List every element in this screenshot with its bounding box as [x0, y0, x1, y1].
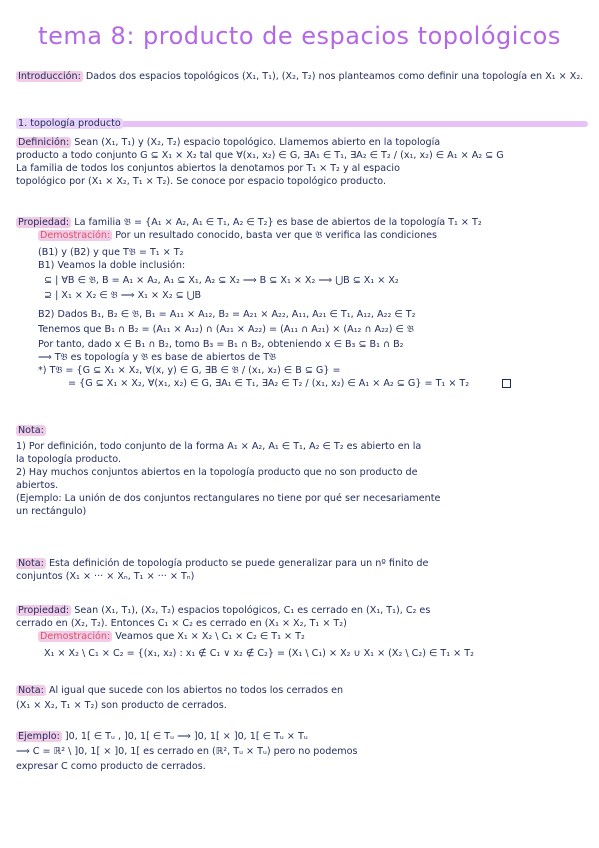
propiedad1-line-10: = {G ⊆ X₁ × X₂, ∀(x₁, x₂) ∈ G, ∃A₁ ∈ T₁, ∃A₂ ∈ T₂ / (x₁, x₂) ∈ A₁ × A₂ ⊆ G} = T₁ × T₂: [68, 378, 470, 389]
propiedad1-line-5: B2) Dados B₁, B₂ ∈ 𝔅, B₁ = A₁₁ × A₁₂, B₂ = A₂₁ × A₂₂, A₁₁, A₂₁ ∈ T₁, A₁₂, A₂₂ ∈ T₂: [38, 309, 416, 320]
propiedad1-line-2: B1) Veamos la doble inclusión:: [38, 260, 186, 271]
qed-square-icon: [502, 379, 511, 388]
propiedad1-demo-label: Demostración:: [40, 230, 111, 241]
propiedad1-line-1: (B1) y (B2) y que T𝔅 = T₁ × T₂: [38, 247, 184, 258]
propiedad2-demo-line-2: X₁ × X₂ \ C₁ × C₂ = {(x₁, x₂) : x₁ ∉ C₁ ∨ x₂ ∉ C₂} = (X₁ \ C₁) × X₂ ∪ X₁ × (X₂ \ C₂) ∈ T₁ × T₂: [44, 648, 474, 659]
propiedad1-line-7: Por tanto, dado x ∈ B₁ ∩ B₂, tomo B₃ = B₁ ∩ B₂, obteniendo x ∈ B₃ ⊆ B₁ ∩ B₂: [38, 339, 404, 350]
propiedad1-line-4: ⊇ | X₁ × X₂ ∈ 𝔅 ⟹ X₁ × X₂ ⊆ ⋃B: [44, 290, 202, 301]
nota1-line-5: (Ejemplo: La unión de dos conjuntos rectangulares no tiene por qué ser necesariamente: [16, 493, 441, 504]
section1-heading: 1. topología producto: [18, 118, 121, 129]
propiedad1-block: [16, 216, 588, 390]
intro-label: Introducción:: [18, 71, 81, 82]
nota1-line-6: un rectángulo): [16, 506, 87, 517]
propiedad2-line-2: cerrado en (X₂, T₂). Entonces C₁ × C₂ es cerrado en (X₁ × X₂, T₁ × T₂): [16, 618, 347, 629]
definicion-block: [16, 136, 588, 188]
propiedad1-line-9: *) T𝔅 = {G ⊆ X₁ × X₂, ∀(x, y) ∈ G, ∃B ∈ 𝔅 / (x₁, x₂) ∈ B ⊆ G} =: [38, 365, 341, 376]
definicion-label: Definición:: [18, 137, 70, 148]
ejemplo-line-1: ]0, 1[ ∈ Tᵤ , ]0, 1[ ∈ Tᵤ ⟹ ]0, 1[ × ]0, 1[ ∈ Tᵤ × Tᵤ: [64, 731, 308, 742]
propiedad1-text: La familia 𝔅 = {A₁ × A₂, A₁ ∈ T₁, A₂ ∈ T₂} es base de abiertos de la topología T₁ × T₂: [74, 217, 482, 228]
nota1-line-4: abiertos.: [16, 480, 59, 491]
nota2-line-1: Esta definición de topología producto se puede generalizar para un nº finito de: [48, 558, 429, 569]
intro-block: [16, 70, 588, 83]
ejemplo-label: Ejemplo:: [18, 731, 60, 742]
propiedad2-block: [16, 604, 588, 660]
propiedad2-demo-text: Veamos que X₁ × X₂ \ C₁ × C₂ ∈ T₁ × T₂: [115, 631, 305, 642]
nota3-line-2: (X₁ × X₂, T₁ × T₂) son producto de cerrados.: [16, 700, 227, 711]
nota3-block: [16, 684, 588, 712]
nota2-block: [16, 557, 588, 583]
definicion-line-1: Sean (X₁, T₁) y (X₂, T₂) espacio topológico. Llamemos abierto en la topología: [74, 137, 441, 148]
nota1-line-1: 1) Por definición, todo conjunto de la forma A₁ × A₂, A₁ ∈ T₁, A₂ ∈ T₂ es abierto en la: [16, 441, 422, 452]
ejemplo-block: [16, 730, 588, 773]
propiedad2-line-1: Sean (X₁, T₁), (X₂, T₂) espacios topológicos, C₁ es cerrado en (X₁, T₁), C₂ es: [74, 605, 431, 616]
intro-text: Dados dos espacios topológicos (X₁, T₁), (X₂, T₂) nos planteamos como definir una topología en X₁ × X₂.: [85, 71, 584, 82]
nota3-label: Nota:: [18, 685, 44, 696]
ejemplo-line-3: expresar C como producto de cerrados.: [16, 761, 206, 772]
propiedad1-line-3: ⊆ | ∀B ∈ 𝔅, B = A₁ × A₂, A₁ ⊆ X₁, A₂ ⊆ X₂ ⟹ B ⊆ X₁ × X₂ ⟹ ⋃B ⊆ X₁ × X₂: [44, 275, 399, 286]
definicion-line-3: La familia de todos los conjuntos abiertos la denotamos por T₁ × T₂ y al espacio: [16, 163, 400, 174]
propiedad2-demo-label: Demostración:: [40, 631, 111, 642]
propiedad1-line-6: Tenemos que B₁ ∩ B₂ = (A₁₁ × A₁₂) ∩ (A₂₁ × A₂₂) = (A₁₁ ∩ A₂₁) × (A₁₂ ∩ A₂₂) ∈ 𝔅: [38, 324, 414, 335]
nota1-line-3: 2) Hay muchos conjuntos abiertos en la topología producto que no son producto de: [16, 467, 418, 478]
section1-heading-block: [16, 117, 588, 130]
nota1-block: [16, 424, 588, 518]
propiedad1-label: Propiedad:: [18, 217, 70, 228]
nota1-label: Nota:: [18, 425, 44, 436]
ejemplo-line-2: ⟹ C = ℝ² \ ]0, 1[ × ]0, 1[ es cerrado en (ℝ², Tᵤ × Tᵤ) pero no podemos: [16, 746, 358, 757]
nota2-line-2: conjuntos (X₁ × ··· × Xₙ, T₁ × ··· × Tₙ): [16, 571, 195, 582]
propiedad1-line-8: ⟹ T𝔅 es topología y 𝔅 es base de abiertos de T𝔅: [38, 352, 277, 363]
definicion-line-4: topológico por (X₁ × X₂, T₁ × T₂). Se conoce por espacio topológico producto.: [16, 176, 387, 187]
definicion-line-2: producto a todo conjunto G ⊆ X₁ × X₂ tal que ∀(x₁, x₂) ∈ G, ∃A₁ ∈ T₁, ∃A₂ ∈ T₂ / (x₁, x₂) ∈ A₁ × A₂ ⊆ G: [16, 150, 504, 161]
page-title: tema 8: producto de espacios topológicos: [38, 22, 561, 50]
nota3-line-1: Al igual que sucede con los abiertos no todos los cerrados en: [48, 685, 344, 696]
propiedad1-demo-text: Por un resultado conocido, basta ver que 𝔅 verifica las condiciones: [115, 230, 438, 241]
nota1-line-2: la topología producto.: [16, 454, 122, 465]
propiedad2-label: Propiedad:: [18, 605, 70, 616]
nota2-label: Nota:: [18, 558, 44, 569]
